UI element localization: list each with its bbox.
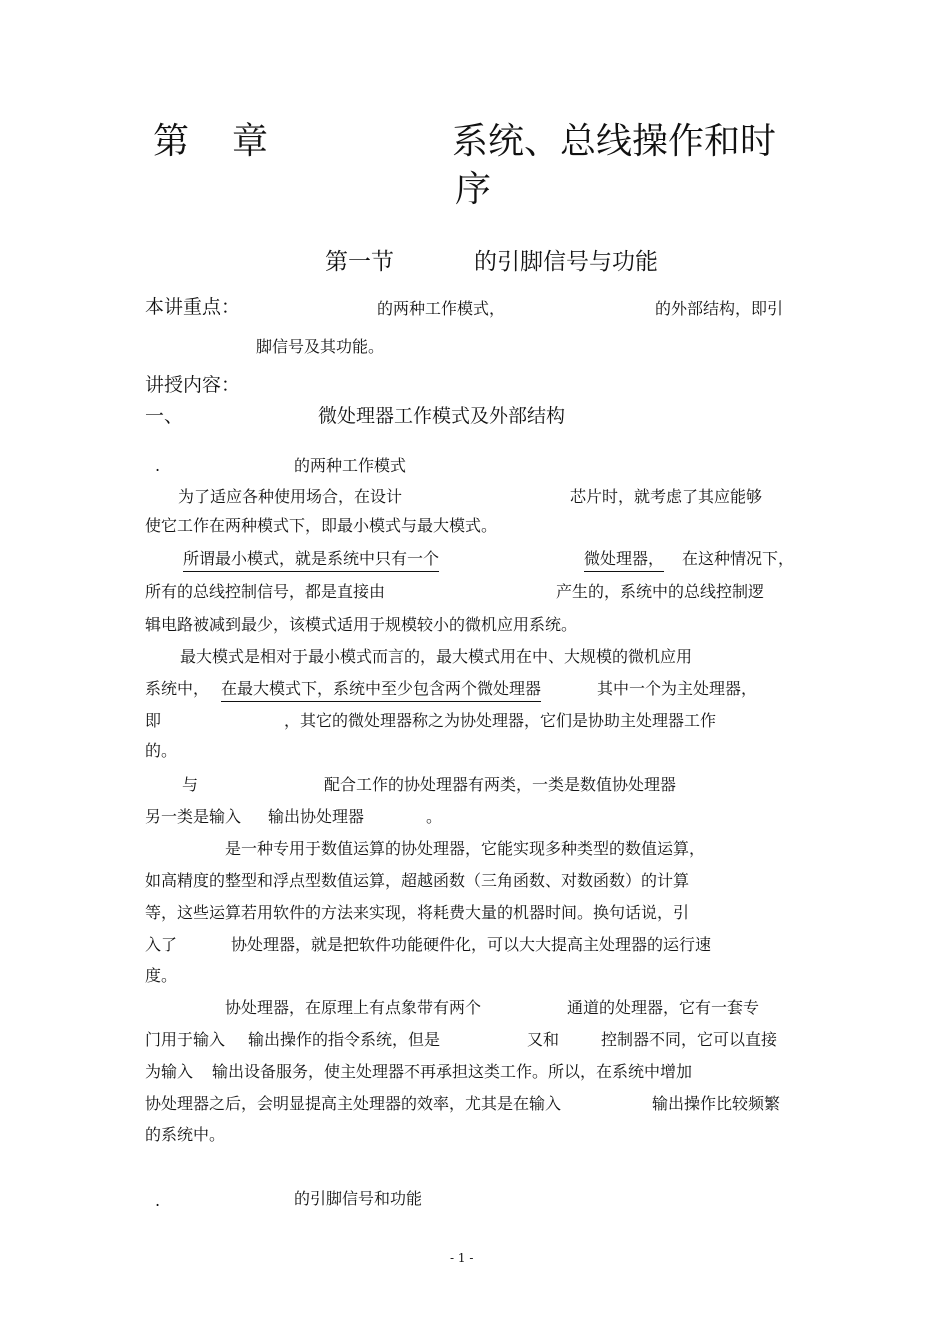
p2-line1c: 在这种情况下， [682,549,795,568]
focus-label: 本讲重点： [145,296,241,318]
p3-line3b: ，其它的微处理器称之为协处理器，它们是协助主处理器工作 [284,711,717,730]
section-title: 的引脚信号与功能 [474,249,658,275]
sub1-text: 的两种工作模式 [294,456,407,475]
p2-line1b: 微处理器， [584,549,665,568]
section-label: 第一节 [325,249,394,275]
p6-line4a: 协处理器之后，会明显提高主处理器的效率，尤其是在输入 [145,1094,562,1113]
p5-line5: 度。 [145,966,178,985]
p4-line1b: 配合工作的协处理器有两类，一类是数值协处理器 [324,775,677,794]
sub2-number: . [155,1191,161,1210]
page-number: - 1 - [450,1251,474,1265]
focus-part3: 脚信号及其功能。 [256,337,385,356]
p3-line3a: 即 [145,711,162,730]
chapter-title-line2: 序 [455,169,492,210]
p6-line1a: 协处理器，在原理上有点象带有两个 [225,998,482,1017]
p6-line3b: 输出设备服务，使主处理器不再承担这类工作。所以，在系统中增加 [212,1062,693,1081]
p4-line2a: 另一类是输入 [145,807,242,826]
p6-line5: 的系统中。 [145,1125,226,1144]
sub1-number: . [155,456,161,475]
p6-line2c: 又和 [527,1030,560,1049]
p1-line1a: 为了适应各种使用场合，在设计 [178,487,403,506]
focus-part2: 的外部结构，即引 [655,299,784,318]
p2-line3: 辑电路被减到最少，该模式适用于规模较小的微机应用系统。 [145,615,578,634]
chapter-title-line1: 系统、总线操作和时 [452,121,777,162]
p3-line2c: 其中一个为主处理器， [597,679,758,698]
p6-line2a: 门用于输入 [145,1030,226,1049]
p3-line1: 最大模式是相对于最小模式而言的，最大模式用在中、大规模的微机应用 [180,647,693,666]
focus-part1: 的两种工作模式， [377,299,506,318]
chapter-prefix-di: 第 [153,121,190,162]
p1-line2: 使它工作在两种模式下，即最小模式与最大模式。 [145,516,498,535]
p5-line1: 是一种专用于数值运算的协处理器，它能实现多种类型的数值运算， [225,839,706,858]
sub2-text: 的引脚信号和功能 [294,1189,423,1208]
p5-line3: 等，这些运算若用软件的方法来实现，将耗费大量的机器时间。换句话说，引 [145,903,690,922]
p2-line1a: 所谓最小模式，就是系统中只有一个 [183,549,440,568]
p6-line2d: 控制器不同，它可以直接 [601,1030,778,1049]
heading1-number: 一、 [145,405,184,427]
p2-line2a: 所有的总线控制信号，都是直接由 [145,582,386,601]
p6-line1b: 通道的处理器，它有一套专 [567,998,760,1017]
heading1-text: 微处理器工作模式及外部结构 [318,405,566,427]
p6-line4b: 输出操作比较频繁 [652,1094,781,1113]
p3-line4: 的。 [145,741,178,760]
p6-line3a: 为输入 [145,1062,194,1081]
content-label: 讲授内容： [145,374,241,396]
chapter-prefix-zhang: 章 [232,121,269,162]
p5-line4b: 协处理器，就是把软件功能硬件化，可以大大提高主处理器的运行速 [231,935,712,954]
p3-line2b: 在最大模式下，系统中至少包含两个微处理器 [221,679,542,698]
p5-line4a: 入了 [145,935,178,954]
p4-line2b: 输出协处理器 [268,807,365,826]
p2-line2b: 产生的，系统中的总线控制逻 [556,582,765,601]
p5-line2: 如高精度的整型和浮点型数值运算，超越函数（三角函数、对数函数）的计算 [145,871,690,890]
p6-line2b: 输出操作的指令系统，但是 [248,1030,441,1049]
p4-line1a: 与 [182,775,199,794]
p1-line1b: 芯片时，就考虑了其应能够 [570,487,763,506]
p4-line2c: 。 [426,807,443,826]
p3-line2a: 系统中， [145,679,210,698]
